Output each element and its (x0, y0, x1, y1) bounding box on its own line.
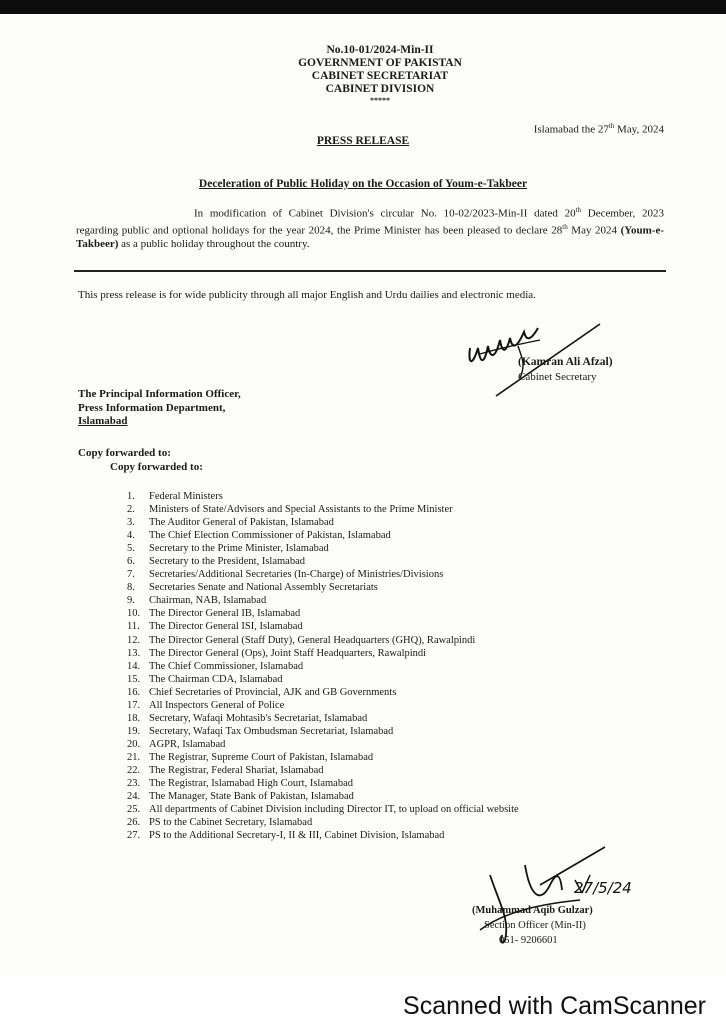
recipient-item (127, 594, 519, 607)
recipient-text: Chief Secretaries of Provincial, AJK and GB Governments (149, 686, 397, 698)
recipient-number: 21. (127, 751, 141, 763)
recipient-number: 11. (127, 621, 140, 633)
recipient-number: 23. (127, 778, 141, 790)
addressee-line-3: Islamabad (78, 415, 128, 427)
recipient-text: The Registrar, Islamabad High Court, Islamabad (149, 778, 353, 790)
recipient-list (127, 490, 519, 842)
recipient-text: AGPR, Islamabad (149, 738, 226, 750)
stars-divider: ***** (370, 96, 390, 105)
recipient-item (127, 529, 519, 542)
divider-line (74, 270, 666, 272)
recipient-text: The Director General (Ops), Joint Staff Headquarters, Rawalpindi (149, 647, 427, 659)
recipient-text: Chairman, NAB, Islamabad (149, 595, 267, 607)
recipient-text: PS to the Cabinet Secretary, Islamabad (149, 817, 313, 829)
recipient-number: 24. (127, 791, 141, 803)
date-line: Islamabad the 27th May, 2024 (533, 122, 664, 136)
recipient-text: Secretaries Senate and National Assembly Secretariats (149, 582, 378, 594)
recipient-text: The Manager, State Bank of Pakistan, Islamabad (149, 791, 354, 803)
recipient-number: 15. (127, 673, 141, 685)
recipient-number: 1. (127, 491, 135, 502)
recipient-number: 9. (127, 595, 135, 607)
recipient-number: 27. (127, 830, 141, 842)
recipient-number: 17. (127, 699, 141, 711)
recipient-number: 2. (127, 504, 135, 516)
section-officer-title: Section Officer (Min-II) (484, 920, 586, 931)
recipient-number: 7. (127, 569, 135, 581)
recipient-item (127, 699, 519, 712)
recipient-number: 6. (127, 556, 135, 568)
recipient-number: 18. (127, 712, 141, 724)
recipient-number: 4. (127, 530, 135, 542)
recipient-item (127, 490, 519, 503)
recipient-number: 20. (127, 738, 141, 750)
recipient-number: 10. (127, 608, 141, 620)
recipient-item (127, 829, 519, 842)
recipient-item (127, 607, 519, 620)
recipient-item (127, 738, 519, 751)
press-release-title: PRESS RELEASE (316, 135, 410, 147)
recipient-item (127, 712, 519, 725)
camscanner-watermark: Scanned with CamScanner (403, 992, 706, 1020)
recipient-text: The Chairman CDA, Islamabad (149, 673, 283, 685)
recipient-item (127, 686, 519, 699)
recipient-text: The Director General (Staff Duty), General Headquarters (GHQ), Rawalpindi (149, 634, 476, 646)
recipient-text: Secretary, Wafaqi Tax Ombudsman Secretariat, Islamabad (149, 725, 394, 737)
recipient-text: Secretary, Wafaqi Mohtasib's Secretariat, Islamabad (149, 712, 368, 724)
recipient-text: Ministers of State/Advisors and Special Assistants to the Prime Minister (149, 504, 453, 516)
recipient-item (127, 634, 519, 647)
section-officer-name: (Muhammad Aqib Gulzar) (472, 905, 593, 916)
recipient-text: Secretary to the President, Islamabad (149, 556, 305, 568)
addressee-line-2: Press Information Department, (78, 401, 226, 414)
recipient-number: 12. (127, 634, 141, 646)
publicity-note: This press release is for wide publicity through all major English and Urdu dailies and electronic media. (78, 289, 536, 301)
recipient-text: The Registrar, Federal Shariat, Islamabad (149, 764, 324, 776)
addressee-line-1: The Principal Information Officer, (78, 388, 241, 400)
recipient-number: 13. (127, 647, 141, 659)
recipient-text: PS to the Additional Secretary-I, II & III, Cabinet Division, Islamabad (149, 830, 445, 842)
recipient-item (127, 516, 519, 529)
handwritten-date: 27/5/24 (574, 879, 632, 897)
recipient-item (127, 777, 519, 790)
copy-forwarded-heading-1: Copy forwarded to: (78, 447, 171, 459)
recipient-item (127, 725, 519, 738)
recipient-item (127, 647, 519, 660)
recipient-text: All Inspectors General of Police (149, 699, 285, 711)
reference-number: No.10-01/2024-Min-II (326, 44, 434, 56)
signatory-name: (Kamran Ali Afzal) (518, 356, 613, 368)
recipient-text: Secretaries/Additional Secretaries (In-Charge) of Ministries/Divisions (149, 569, 444, 581)
recipient-item (127, 816, 519, 829)
recipient-item (127, 555, 519, 568)
recipient-text: Secretary to the Prime Minister, Islamabad (149, 543, 329, 555)
recipient-number: 26. (127, 817, 141, 829)
recipient-item (127, 790, 519, 803)
recipient-item (127, 751, 519, 764)
addressee-block (78, 388, 241, 429)
recipient-text: The Chief Commissioner, Islamabad (149, 660, 304, 672)
recipient-text: The Director General ISI, Islamabad (149, 621, 303, 633)
recipient-text: The Auditor General of Pakistan, Islamabad (149, 517, 334, 529)
recipient-item (127, 764, 519, 777)
recipient-item (127, 568, 519, 581)
recipient-item (127, 503, 519, 516)
recipient-number: 8. (127, 582, 135, 594)
government-heading: GOVERNMENT OF PAKISTAN (298, 57, 462, 69)
recipient-item (127, 542, 519, 555)
copy-forwarded-heading-2: Copy forwarded to: (110, 461, 203, 473)
recipient-number: 3. (127, 517, 135, 529)
recipient-number: 22. (127, 764, 141, 776)
recipient-item (127, 581, 519, 594)
division-heading: CABINET DIVISION (325, 83, 435, 95)
secretariat-heading: CABINET SECRETARIAT (311, 70, 449, 82)
body-paragraph: In modification of Cabinet Division's circular No. 10-02/2023-Min-II dated 20th December, 2023 regarding public and optional holidays for the year 2024, the Prime Minister has been pleased to declare 28th May 2024 (Youm-e-Takbeer) as a public holiday throughout the country. (76, 206, 664, 251)
recipient-text: The Registrar, Supreme Court of Pakistan, Islamabad (149, 751, 374, 763)
top-bar (0, 0, 726, 14)
recipient-item (127, 620, 519, 633)
recipient-item (127, 673, 519, 686)
recipient-text: Federal Ministers (149, 491, 223, 502)
recipient-number: 19. (127, 725, 141, 737)
section-officer-phone: 051- 9206601 (499, 935, 558, 946)
recipient-text: The Chief Election Commissioner of Pakistan, Islamabad (149, 530, 391, 542)
recipient-number: 16. (127, 686, 141, 698)
recipient-text: All departments of Cabinet Division including Director IT, to upload on official website (149, 804, 519, 816)
recipient-item (127, 803, 519, 816)
recipient-text: The Director General IB, Islamabad (149, 608, 301, 620)
recipient-number: 14. (127, 660, 141, 672)
recipient-item (127, 660, 519, 673)
subject-heading: Deceleration of Public Holiday on the Occasion of Youm-e-Takbeer (198, 178, 528, 190)
recipient-number: 5. (127, 543, 135, 555)
signatory-title: Cabinet Secretary (518, 371, 597, 383)
recipient-number: 25. (127, 804, 141, 816)
